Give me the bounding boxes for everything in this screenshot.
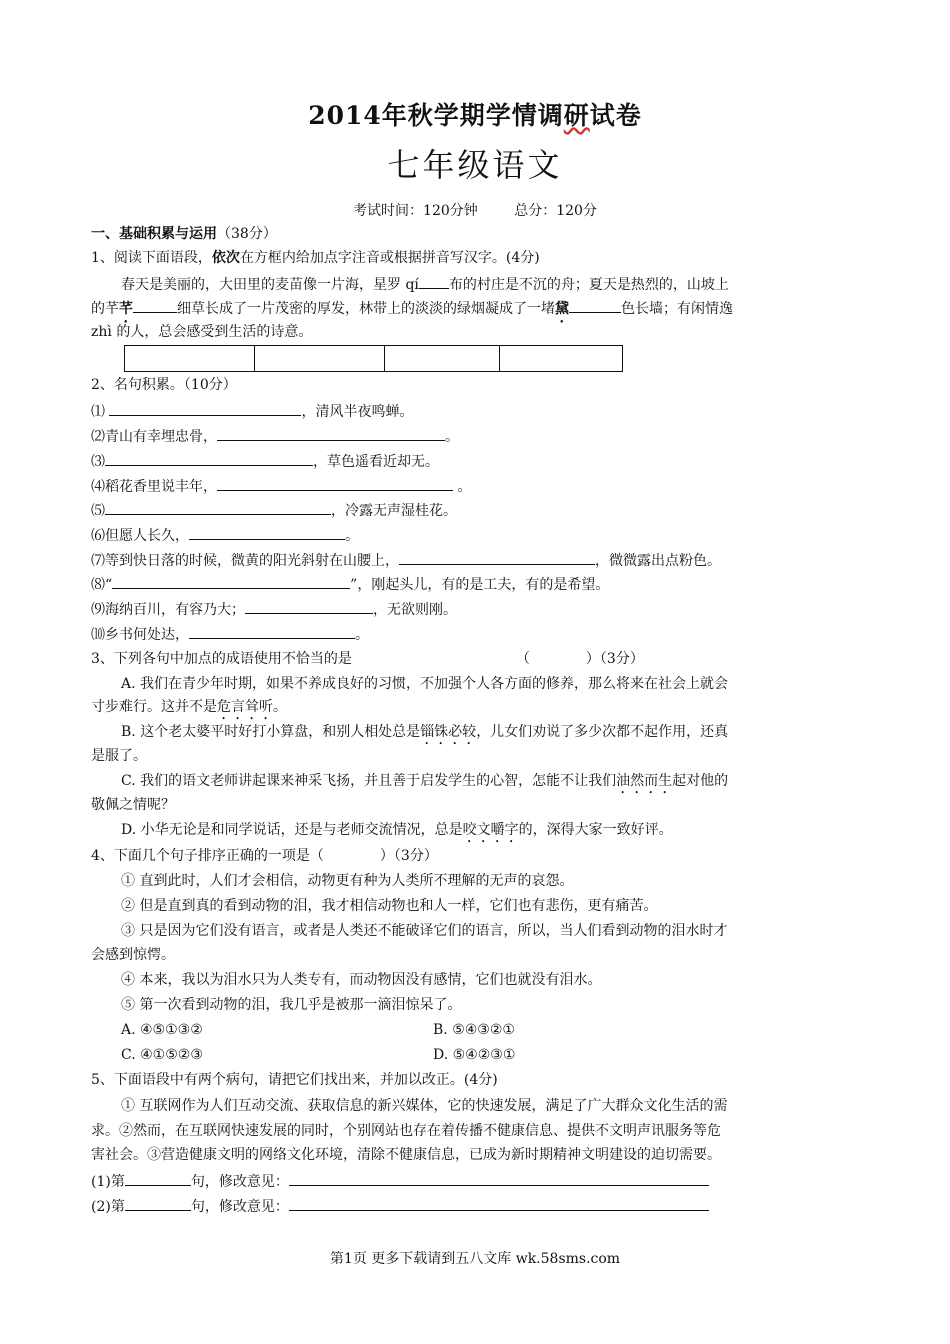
answer-blank[interactable] — [105, 451, 313, 466]
q4-sentence: ③ 只是因为它们没有语言，或者是人类还不能破译它们的语言，所以，当人们看到动物的泪水时才 — [121, 923, 728, 939]
total-score: 总分：120分 — [514, 203, 597, 219]
q5-passage-line: 害社会。③营造健康文明的网络文化环境，清除不健康信息，已成为新时期精神文明建设的迫切需要。 — [91, 1147, 721, 1163]
section-heading: 一、基础积累与运用（38分） — [91, 226, 277, 242]
q4-sentence: ④ 本来，我以为泪水只为人类专有，而动物因没有感情，它们也就没有泪水。 — [121, 972, 602, 988]
answer-blank[interactable] — [419, 274, 449, 289]
q5-stem: 5、下面语段中有两个病句，请把它们找出来，并加以改正。(4分) — [91, 1072, 498, 1088]
q1-passage-line: 春天是美丽的，大田里的麦苗像一片海，星罗 qí 布的村庄是不沉的舟；夏天是热烈的，山坡上 — [121, 274, 729, 295]
answer-blank[interactable] — [105, 500, 331, 515]
exam-title: 2014年秋学期学情调研试卷 — [308, 101, 642, 130]
answer-blank[interactable] — [569, 298, 621, 313]
q4-sentence-cont: 会感到惊愕。 — [91, 947, 175, 963]
answer-blank[interactable] — [217, 476, 453, 491]
q3-option: C. 我们的语文老师讲起课来神采飞扬，并且善于启发学生的心智，怎能不让我们油然而生起对他的 — [121, 773, 729, 789]
answer-box[interactable] — [255, 346, 385, 371]
answer-box[interactable] — [125, 346, 255, 371]
answer-blank[interactable] — [133, 298, 177, 313]
exam-subtitle: 七年级语文 — [387, 146, 563, 184]
q2-item: ⑴ ，清风半夜鸣蝉。 — [91, 401, 413, 422]
q5-answer-row: (1)第 句，修改意见： — [91, 1171, 709, 1192]
q4-option-c[interactable]: C. ④①⑤②③ — [121, 1047, 203, 1063]
q5-answer-row: (2)第 句，修改意见： — [91, 1196, 709, 1217]
exam-meta — [0, 200, 950, 220]
q4-sentence: ① 直到此时，人们才会相信，动物更有种为人类所不理解的无声的哀怨。 — [121, 873, 574, 889]
q5-passage-line: 求。②然而，在互联网快速发展的同时，个别网站也存在着传播不健康信息、提供不文明声讯服务等危 — [91, 1123, 721, 1139]
answer-blank[interactable] — [189, 525, 345, 540]
answer-blank[interactable] — [112, 574, 350, 589]
answer-blank[interactable] — [189, 624, 355, 639]
q2-item: ⑷稻花香里说丰年， 。 — [91, 476, 471, 497]
page-footer: 第1页 更多下载请到五八文库 wk.58sms.com — [329, 1251, 621, 1267]
q1-answer-boxes[interactable] — [124, 345, 623, 372]
answer-blank[interactable] — [109, 401, 301, 416]
q1-passage-line: zhì 的人，总会感受到生活的诗意。 — [91, 324, 313, 340]
q2-item: ⑼海纳百川，有容乃大； ，无欲则刚。 — [91, 599, 457, 620]
q3-option-cont: 敬佩之情呢？ — [91, 797, 175, 813]
q1-stem: 1、阅读下面语段，依次在方框内给加点字注音或根据拼音写汉字。(4分) — [91, 250, 540, 266]
answer-blank[interactable] — [217, 426, 445, 441]
exam-time: 考试时间：120分钟 — [353, 203, 478, 219]
answer-blank[interactable] — [125, 1196, 191, 1211]
q3-option: D. 小华无论是和同学说话，还是与老师交流情况，总是咬文嚼字的，深得大家一致好评。 — [121, 822, 673, 838]
answer-blank[interactable] — [125, 1171, 191, 1186]
q2-stem: 2、名句积累。（10分） — [91, 377, 237, 393]
answer-paren[interactable]: （ ）（3分） — [515, 651, 644, 667]
q2-item: ⑹但愿人长久， 。 — [91, 525, 359, 546]
q4-option-b[interactable]: B. ⑤④③②① — [433, 1022, 515, 1038]
q4-option-d[interactable]: D. ⑤④②③① — [433, 1047, 516, 1063]
q3-option-cont: 是服了。 — [91, 748, 147, 764]
q2-item: ⑸ ，冷露无声湿桂花。 — [91, 500, 457, 521]
q2-item: ⑶ ，草色遥看近却无。 — [91, 451, 439, 472]
q3-stem: 3、下列各句中加点的成语使用不恰当的是 （ ）（3分） — [91, 651, 644, 667]
answer-blank[interactable] — [289, 1171, 709, 1186]
q3-option: A. 我们在青少年时期，如果不养成良好的习惯，不加强个人各方面的修养，那么将来在社会上就会 — [121, 676, 729, 692]
q4-option-a[interactable]: A. ④⑤①③② — [121, 1022, 203, 1038]
answer-blank[interactable] — [245, 599, 373, 614]
q4-sentence: ② 但是直到真的看到动物的泪，我才相信动物也和人一样，它们也有悲伤，更有痛苦。 — [121, 898, 658, 914]
q1-passage-line: 的芊芊 细草长成了一片茂密的厚发，林带上的淡淡的绿烟凝成了一堵黛 色长墙；有闲情逸 — [91, 298, 733, 326]
q2-item: ⑽乡书何处达， 。 — [91, 624, 369, 645]
q5-passage-line: ① 互联网作为人们互动交流、获取信息的新兴媒体，它的快速发展，满足了广大群众文化生活的需 — [121, 1098, 728, 1114]
q2-item: ⑵青山有幸埋忠骨， 。 — [91, 426, 459, 447]
q3-option-cont: 寸步难行。这并不是危言耸听。 — [91, 699, 287, 715]
q2-item: ⑺等到快日落的时候，微黄的阳光斜射在山腰上， ，微微露出点粉色。 — [91, 550, 721, 571]
q4-stem: 4、下面几个句子排序正确的一项是（ ）（3分） — [91, 848, 438, 864]
answer-blank[interactable] — [399, 550, 595, 565]
q2-item: ⑻“ ”，刚起头儿，有的是工夫，有的是希望。 — [91, 574, 609, 595]
q3-option: B. 这个老太婆平时好打小算盘，和别人相处总是锱铢必较，儿女们劝说了多少次都不起作用，还真 — [121, 724, 729, 740]
spell-marked-char: 研 — [563, 101, 590, 130]
q4-sentence: ⑤ 第一次看到动物的泪，我几乎是被那一滴泪惊呆了。 — [121, 997, 462, 1013]
answer-blank[interactable] — [289, 1196, 709, 1211]
answer-box[interactable] — [500, 346, 622, 371]
answer-box[interactable] — [385, 346, 500, 371]
